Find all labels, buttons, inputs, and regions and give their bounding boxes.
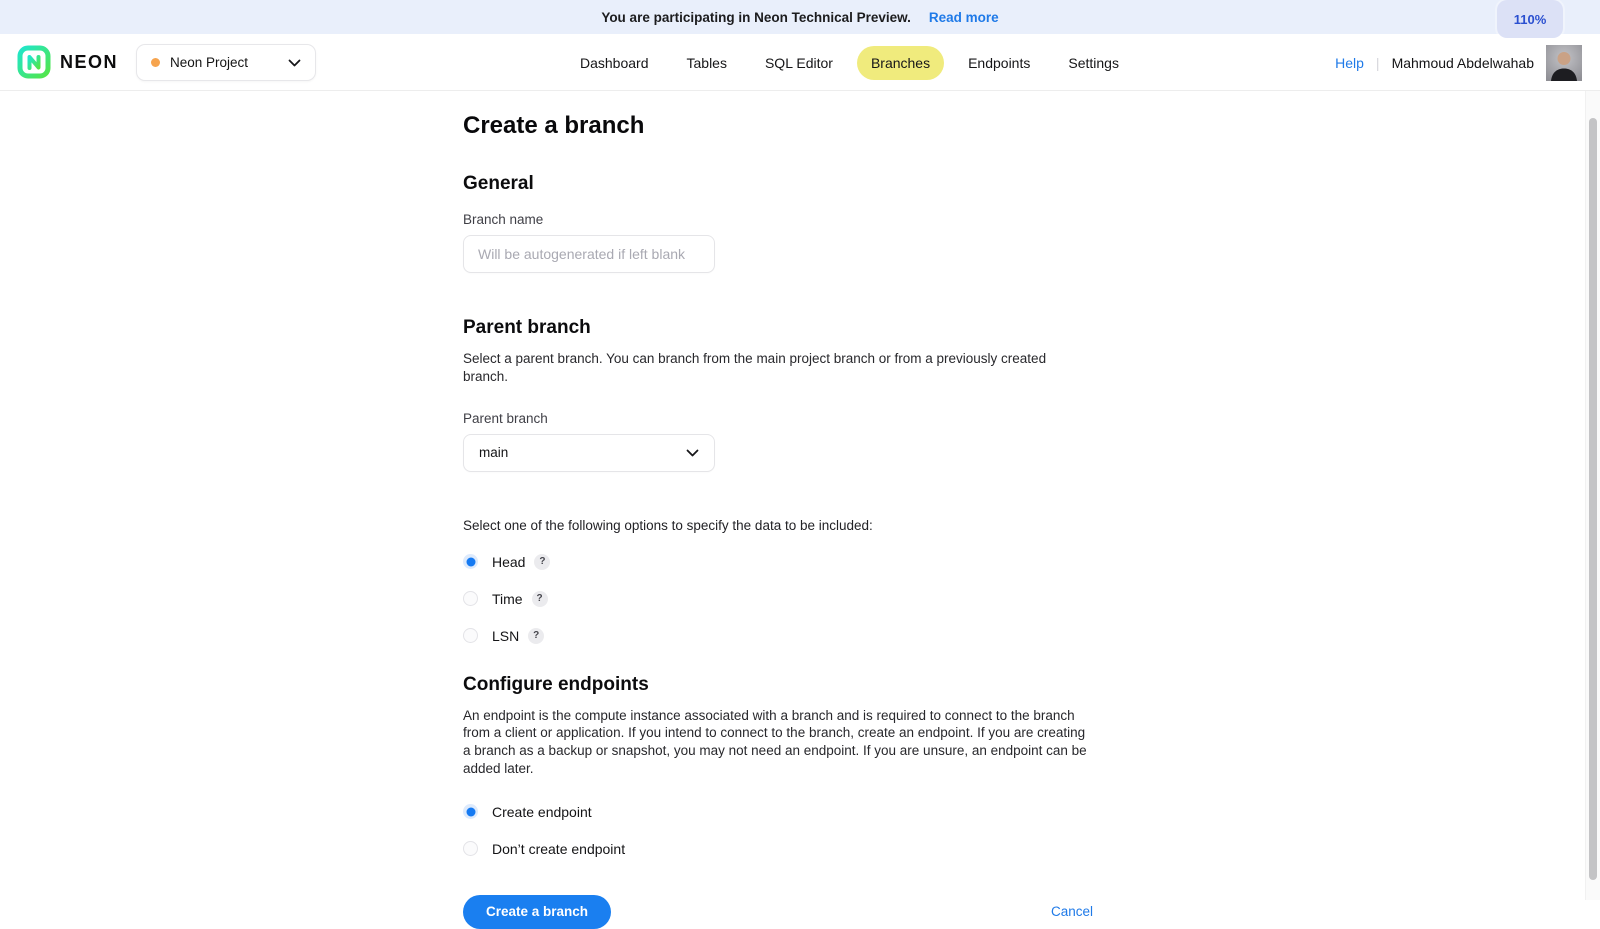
parent-branch-description: Select a parent branch. You can branch from the main project branch or from a previously created branch. (463, 351, 1047, 384)
project-status-dot (151, 58, 160, 67)
parent-branch-label: Parent branch (463, 410, 548, 426)
radio-option-create-endpoint[interactable] (463, 804, 1093, 820)
project-selector-label: Neon Project (170, 55, 249, 70)
user-name: Mahmoud Abdelwahab (1391, 54, 1534, 71)
radio-option-time[interactable] (463, 591, 1093, 607)
chevron-down-icon (686, 449, 699, 457)
help-link[interactable]: Help (1335, 54, 1364, 71)
neon-logo[interactable] (17, 45, 118, 79)
nav-item-dashboard[interactable]: Dashboard (580, 54, 649, 71)
banner-text: You are participating in Neon Technical Preview. (601, 9, 911, 25)
create-branch-form (463, 91, 1093, 929)
data-options-prompt: Select one of the following options to specify the data to be included: (463, 517, 873, 533)
tech-preview-banner (0, 0, 1600, 34)
create-branch-button[interactable]: Create a branch (463, 895, 611, 929)
radio-time-label: Time (492, 590, 523, 607)
form-actions (463, 895, 1093, 929)
nav-item-tables[interactable]: Tables (686, 54, 727, 71)
user-avatar[interactable] (1546, 45, 1582, 81)
radio-create-endpoint[interactable] (463, 804, 478, 819)
page-title: Create a branch (463, 112, 645, 139)
parent-branch-selected-value: main (479, 445, 509, 461)
radio-lsn[interactable] (463, 628, 478, 643)
nav-item-branches[interactable]: Branches (857, 46, 944, 80)
general-heading: General (463, 173, 534, 194)
nav-item-sql-editor[interactable]: SQL Editor (764, 54, 833, 71)
neon-logo-icon (17, 45, 51, 79)
app-header (0, 34, 1600, 91)
radio-head-label: Head (492, 553, 526, 570)
configure-endpoints-heading: Configure endpoints (463, 673, 649, 695)
browser-zoom-badge: 110% (1497, 0, 1563, 38)
nav-item-settings[interactable]: Settings (1068, 54, 1119, 71)
brand-wordmark: NEON (60, 51, 119, 72)
cancel-link[interactable]: Cancel (1050, 904, 1093, 920)
scrollbar-thumb[interactable] (1589, 118, 1597, 880)
branch-name-input[interactable] (463, 235, 715, 273)
help-icon[interactable]: ? (528, 628, 544, 644)
header-divider: | (1375, 54, 1380, 71)
radio-dont-create-endpoint-label: Don’t create endpoint (492, 840, 626, 857)
help-icon[interactable]: ? (532, 591, 548, 607)
radio-time[interactable] (463, 591, 478, 606)
read-more-link[interactable]: Read more (928, 9, 999, 25)
branch-name-label: Branch name (463, 212, 544, 227)
help-icon[interactable]: ? (534, 554, 550, 570)
radio-option-dont-create-endpoint[interactable] (463, 841, 1093, 857)
radio-lsn-label: LSN (492, 627, 520, 644)
project-selector[interactable] (136, 44, 316, 81)
nav-item-endpoints[interactable]: Endpoints (968, 54, 1031, 71)
scrollbar-track[interactable] (1585, 91, 1600, 900)
radio-head[interactable] (463, 554, 478, 569)
parent-branch-heading: Parent branch (463, 317, 591, 338)
main-nav (566, 34, 1133, 91)
header-right (1335, 34, 1582, 91)
radio-create-endpoint-label: Create endpoint (492, 803, 592, 820)
radio-option-head[interactable] (463, 554, 1093, 570)
radio-dont-create-endpoint[interactable] (463, 841, 478, 856)
radio-option-lsn[interactable] (463, 628, 1093, 644)
endpoints-description: An endpoint is the compute instance associated with a branch and is required to connect to the branch from a client or application. If you intend to connect to the branch, create an endpoint. If you are creating a branch as a backup or snapshot, you may not need an endpoint. If you are unsure, an endpoint can be added later. (463, 707, 1087, 777)
chevron-down-icon (288, 59, 301, 67)
parent-branch-select[interactable] (463, 434, 715, 472)
